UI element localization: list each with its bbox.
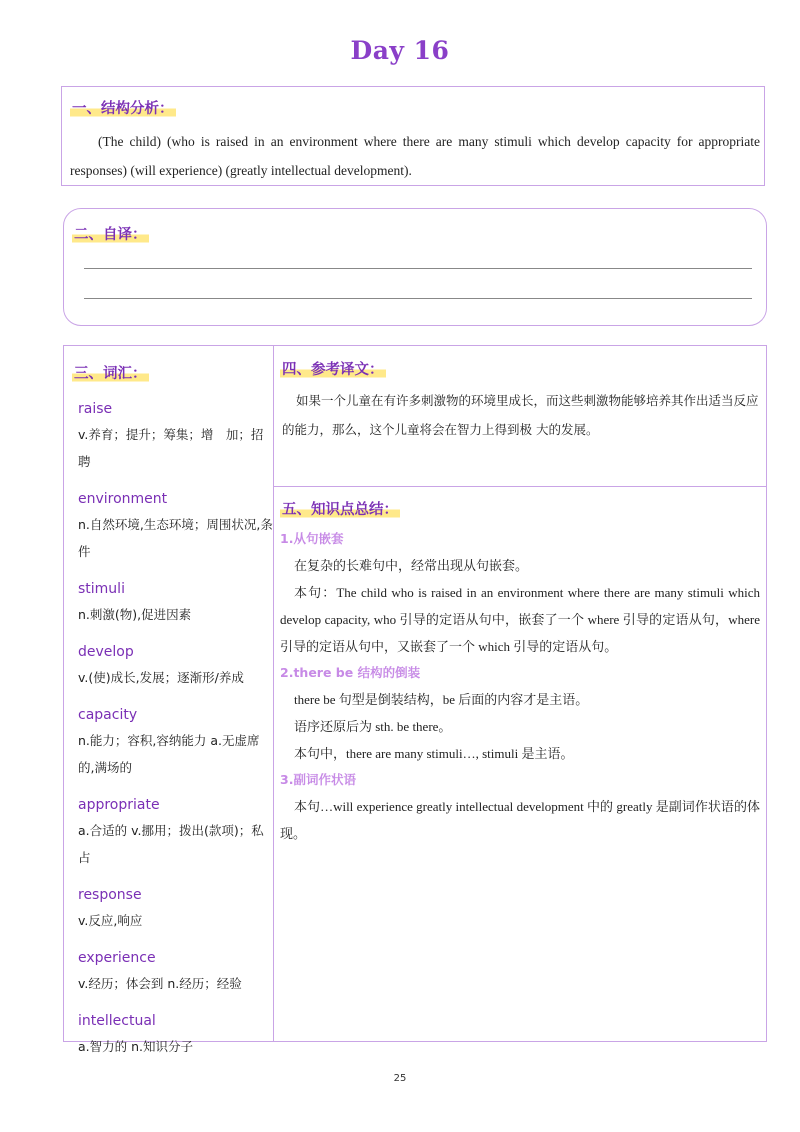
vocab-word: develop — [78, 644, 134, 660]
vocab-entry — [78, 947, 273, 997]
reference-heading: 四、参考译文： — [280, 358, 386, 379]
knowledge-point-paragraph: 本句：The child who is raised in an environment where there are many stimuli which develop capacity, who 引导的定语从句中，嵌套了一个 where 引导的定语从句，where 引导的定语从句中，又嵌套了一个 which 引导的定语从句。 — [280, 585, 760, 654]
vocab-entry — [78, 641, 273, 691]
structure-analysis-text: (The child) (who is raised in an environment where there are many stimuli which develop capacity for appropriate responses) (will experience) (greatly intellectual development). — [70, 134, 760, 178]
structure-analysis-box — [61, 86, 765, 186]
vocab-definition: v.经历；体会到 n.经历；经验 — [78, 976, 242, 991]
vocab-entry — [78, 1010, 273, 1060]
column-divider — [273, 346, 274, 1041]
knowledge-heading: 五、知识点总结： — [280, 498, 400, 519]
translation-line-1[interactable] — [84, 268, 752, 269]
vocab-entry — [78, 398, 273, 475]
knowledge-points — [280, 526, 760, 847]
translation-line-2[interactable] — [84, 298, 752, 299]
self-translation-heading: 二、自译： — [72, 223, 149, 244]
vocab-entry — [78, 578, 273, 628]
vocab-word: intellectual — [78, 1013, 156, 1029]
vocab-word: stimuli — [78, 581, 125, 597]
vocab-word: capacity — [78, 707, 138, 723]
knowledge-point-title: 2.there be 结构的倒装 — [280, 665, 421, 680]
knowledge-point-paragraph: 本句…will experience greatly intellectual development 中的 greatly 是副词作状语的体现。 — [280, 799, 760, 841]
vocab-entry — [78, 704, 273, 781]
vocab-word: raise — [78, 401, 113, 417]
knowledge-point-title: 1.从句嵌套 — [280, 531, 344, 546]
vocab-word: experience — [78, 950, 156, 966]
vocab-list — [78, 398, 273, 1073]
vocab-entry — [78, 794, 273, 871]
vocab-heading: 三、词汇： — [72, 362, 149, 383]
reference-text: 如果一个儿童在有许多刺激物的环境里成长，而这些刺激物能够培养其作出适当反应的能力，那么，这个儿童将会在智力上得到极 大的发展。 — [282, 393, 759, 437]
structure-analysis-heading: 一、结构分析： — [70, 97, 176, 118]
vocab-entry — [78, 488, 273, 565]
vocab-word: appropriate — [78, 797, 160, 813]
vocab-word: response — [78, 887, 142, 903]
vocab-definition: v.反应,响应 — [78, 913, 143, 928]
knowledge-point-paragraph: 本句中，there are many stimuli…, stimuli 是主语。 — [294, 746, 574, 761]
knowledge-point-paragraph: there be 句型是倒装结构，be 后面的内容才是主语。 — [294, 692, 589, 707]
vocab-definition: a.合适的 v.挪用；拨出(款项)；私占 — [78, 823, 264, 865]
self-translation-box — [63, 208, 767, 326]
knowledge-point-paragraph: 在复杂的长难句中，经常出现从句嵌套。 — [294, 558, 529, 573]
vocab-definition: n.自然环境,生态环境；周围状况,条件 — [78, 517, 273, 559]
page-title: Day 16 — [350, 36, 450, 65]
vocab-word: environment — [78, 491, 168, 507]
knowledge-point-title: 3.副词作状语 — [280, 772, 356, 787]
vocab-entry — [78, 884, 273, 934]
page-number: 25 — [393, 1073, 407, 1084]
row-divider — [273, 486, 767, 487]
vocab-definition: v.养育；提升；筹集；增 加；招 聘 — [78, 427, 264, 469]
vocab-definition: n.能力；容积,容纳能力 a.无虚席的,满场的 — [78, 733, 260, 775]
knowledge-point-paragraph: 语序还原后为 sth. be there。 — [294, 719, 452, 734]
notes-grid-box — [63, 345, 767, 1054]
vocab-definition: a.智力的 n.知识分子 — [78, 1039, 194, 1054]
vocab-definition: n.刺激(物),促进因素 — [78, 607, 192, 622]
vocab-definition: v.(使)成长,发展；逐渐形/养成 — [78, 670, 244, 685]
